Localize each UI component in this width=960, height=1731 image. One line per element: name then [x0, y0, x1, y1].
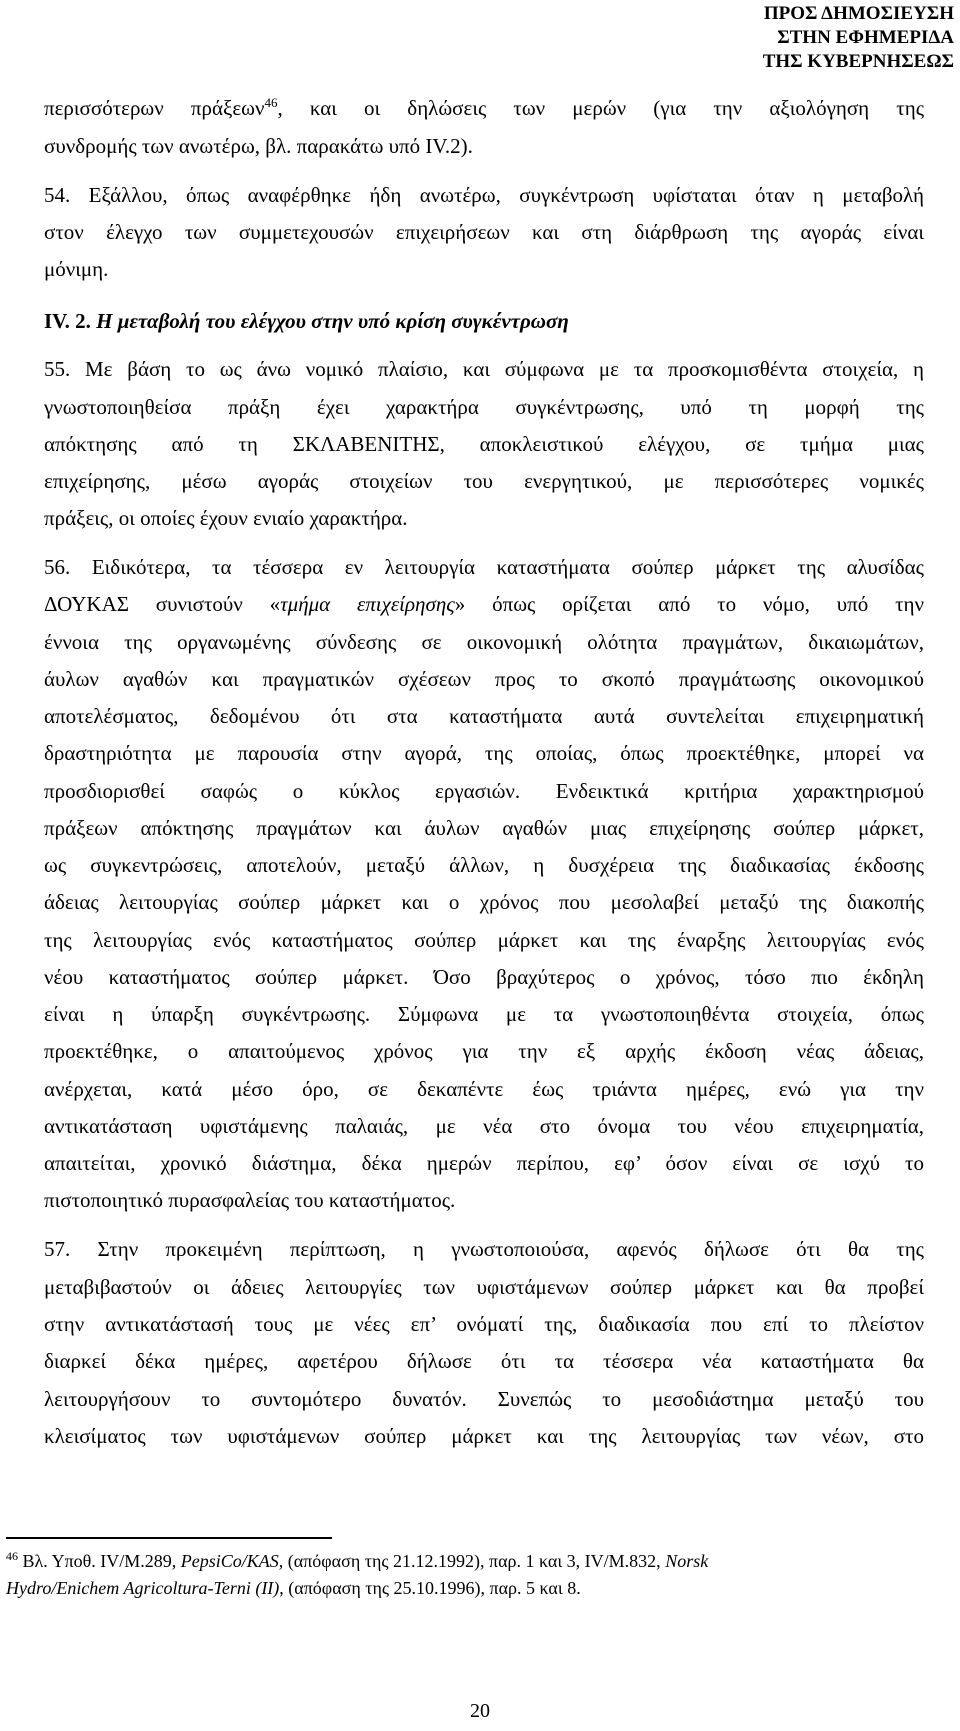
paragraph-54-line: στον έλεγχο των συμμετεχουσών επιχειρήσεων και στη διάρθρωση της αγοράς είναι: [44, 220, 924, 244]
paragraph-55-line: γνωστοποιηθείσα πράξη έχει χαρακτήρα συγκέντρωσης, υπό τη μορφή της: [44, 395, 924, 419]
paragraph-56-line: απαιτείται, χρονικό διάστημα, δέκα ημερών περίπου, εφ’ όσον είναι σε ισχύ το: [44, 1151, 924, 1175]
footnote-divider: [6, 1537, 332, 1539]
paragraph-56-line: πιστοποιητικό πυρασφαλείας του καταστήματος.: [44, 1188, 456, 1212]
paragraph-57-line: 57. Στην προκειμένη περίπτωση, η γνωστοποιούσα, αφενός δήλωσε ότι θα της: [44, 1237, 924, 1261]
header-line-2: ΣΤΗΝ ΕΦΗΜΕΡΙΔΑ: [777, 27, 954, 48]
paragraph-54-line: 54. Εξάλλου, όπως αναφέρθηκε ήδη ανωτέρω, συγκέντρωση υφίσταται όταν η μεταβολή: [44, 183, 924, 207]
text-run: » όπως ορίζεται από το νόμο, υπό την: [454, 592, 924, 616]
paragraph-56-line: προεκτέθηκε, ο απαιτούμενος χρόνος για την εξ αρχής έκδοση νέας άδειας,: [44, 1039, 924, 1063]
footnote-line: [6, 1578, 926, 1599]
case-name: Hydro/Enichem Agricoltura-Terni (II): [6, 1578, 280, 1598]
case-name: Norsk: [665, 1551, 709, 1571]
paragraph-56-line: 56. Ειδικότερα, τα τέσσερα εν λειτουργία καταστήματα σούπερ μάρκετ της αλυσίδας: [44, 555, 924, 579]
text-line: συνδρομής των ανωτέρω, βλ. παρακάτω υπό IV.2).: [44, 134, 473, 158]
text-line: [44, 96, 924, 121]
footnote-line: [6, 1551, 926, 1572]
italic-term: τμήμα επιχείρησης: [280, 592, 455, 616]
footnote-ref: 46: [264, 95, 278, 110]
paragraph-57-line: λειτουργήσουν το συντομότερο δυνατόν. Συνεπώς το μεσοδιάστημα μεταξύ του: [44, 1387, 924, 1411]
paragraph-57-line: μεταβιβαστούν οι άδειες λειτουργίες των υφιστάμενων σούπερ μάρκετ και θα προβεί: [44, 1275, 924, 1299]
paragraph-56-line: της λειτουργίας ενός καταστήματος σούπερ μάρκετ και της έναρξης λειτουργίας ενός: [44, 928, 924, 952]
header-line-3: ΤΗΣ ΚΥΒΕΡΝΗΣΕΩΣ: [762, 51, 954, 72]
case-name: PepsiCo/KAS,: [180, 1551, 284, 1571]
section-heading: [44, 309, 924, 334]
paragraph-56-line: προσδιορισθεί σαφώς ο κύκλος εργασιών. Ενδεικτικά κριτήρια χαρακτηρισμού: [44, 779, 924, 803]
text-run: Βλ. Υποθ. IV/M.289,: [18, 1551, 181, 1571]
paragraph-54-line: μόνιμη.: [44, 257, 109, 281]
text-run: , και οι δηλώσεις των μερών (για την αξιολόγηση της: [277, 96, 925, 120]
text-run: περισσότερων πράξεων: [44, 96, 265, 120]
paragraph-57-line: κλεισίματος των υφιστάμενων σούπερ μάρκετ και της λειτουργίας των νέων, στο: [44, 1424, 924, 1448]
paragraph-56-line: έννοια της οργανωμένης σύνδεσης σε οικονομική ολότητα πραγμάτων, δικαιωμάτων,: [44, 630, 924, 654]
paragraph-56-line: νέου καταστήματος σούπερ μάρκετ. Όσο βραχύτερος ο χρόνος, τόσο πιο έκδηλη: [44, 965, 924, 989]
paragraph-56-line: αποτελέσματος, δεδομένου ότι στα καταστήματα αυτά συντελείται επιχειρηματική: [44, 704, 924, 728]
paragraph-56-line: ανέρχεται, κατά μέσο όρο, σε δεκαπέντε έως τριάντα ημέρες, ενώ για την: [44, 1077, 924, 1101]
paragraph-56-line: άδειας λειτουργίας σούπερ μάρκετ και ο χρόνος που μεσολαβεί μεταξύ της διακοπής: [44, 890, 924, 914]
publication-header: [763, 2, 954, 74]
paragraph-56-line: άυλων αγαθών και πραγματικών σχέσεων προς το σκοπό πραγμάτωσης οικονομικού: [44, 667, 924, 691]
paragraph-57-line: στην αντικατάστασή τους με νέες επ’ ονόματί της, διαδικασία που επί το πλείστον: [44, 1312, 924, 1336]
heading-number: IV. 2.: [44, 309, 97, 333]
paragraph-55-line: 55. Με βάση το ως άνω νομικό πλαίσιο, και σύμφωνα με τα προσκομισθέντα στοιχεία, η: [44, 357, 924, 381]
paragraph-56-line: ως συγκεντρώσεις, αποτελούν, μεταξύ άλλων, η δυσχέρεια της διαδικασίας έκδοσης: [44, 853, 924, 877]
header-line-1: ΠΡΟΣ ΔΗΜΟΣΙΕΥΣΗ: [763, 3, 954, 24]
paragraph-57-line: διαρκεί δέκα ημέρες, αφετέρου δήλωσε ότι τα τέσσερα νέα καταστήματα θα: [44, 1349, 924, 1373]
paragraph-55-line: πράξεις, οι οποίες έχουν ενιαίο χαρακτήρα.: [44, 506, 408, 530]
text-run: ΔΟΥΚΑΣ συνιστούν «: [44, 592, 281, 616]
paragraph-56-line: δραστηριότητα με παρουσία στην αγορά, της οποίας, όπως προεκτέθηκε, μπορεί να: [44, 741, 924, 765]
heading-title: Η μεταβολή του ελέγχου στην υπό κρίση συγκέντρωση: [96, 309, 569, 333]
paragraph-55-line: επιχείρησης, μέσω αγοράς στοιχείων του ενεργητικού, με περισσότερες νομικές: [44, 469, 924, 493]
footnote-number: 46: [6, 1549, 18, 1563]
text-run: , (απόφαση της 25.10.1996), παρ. 5 και 8.: [279, 1578, 581, 1598]
paragraph-56-line: αντικατάσταση υφιστάμενης παλαιάς, με νέα στο όνομα του νέου επιχειρηματία,: [44, 1114, 924, 1138]
paragraph-56-line: είναι η ύπαρξη συγκέντρωσης. Σύμφωνα με τα γνωστοποιηθέντα στοιχεία, όπως: [44, 1002, 924, 1026]
page-number: 20: [470, 1700, 490, 1722]
paragraph-56-line: πράξεων απόκτησης πραγμάτων και άυλων αγαθών μιας επιχείρησης σούπερ μάρκετ,: [44, 816, 924, 840]
paragraph-55-line: απόκτησης από τη ΣΚΛΑΒΕΝΙΤΗΣ, αποκλειστικού ελέγχου, σε τμήμα μιας: [44, 432, 924, 456]
paragraph-56-line: [44, 592, 924, 617]
text-run: (απόφαση της 21.12.1992), παρ. 1 και 3, IV/M.832,: [283, 1551, 666, 1571]
